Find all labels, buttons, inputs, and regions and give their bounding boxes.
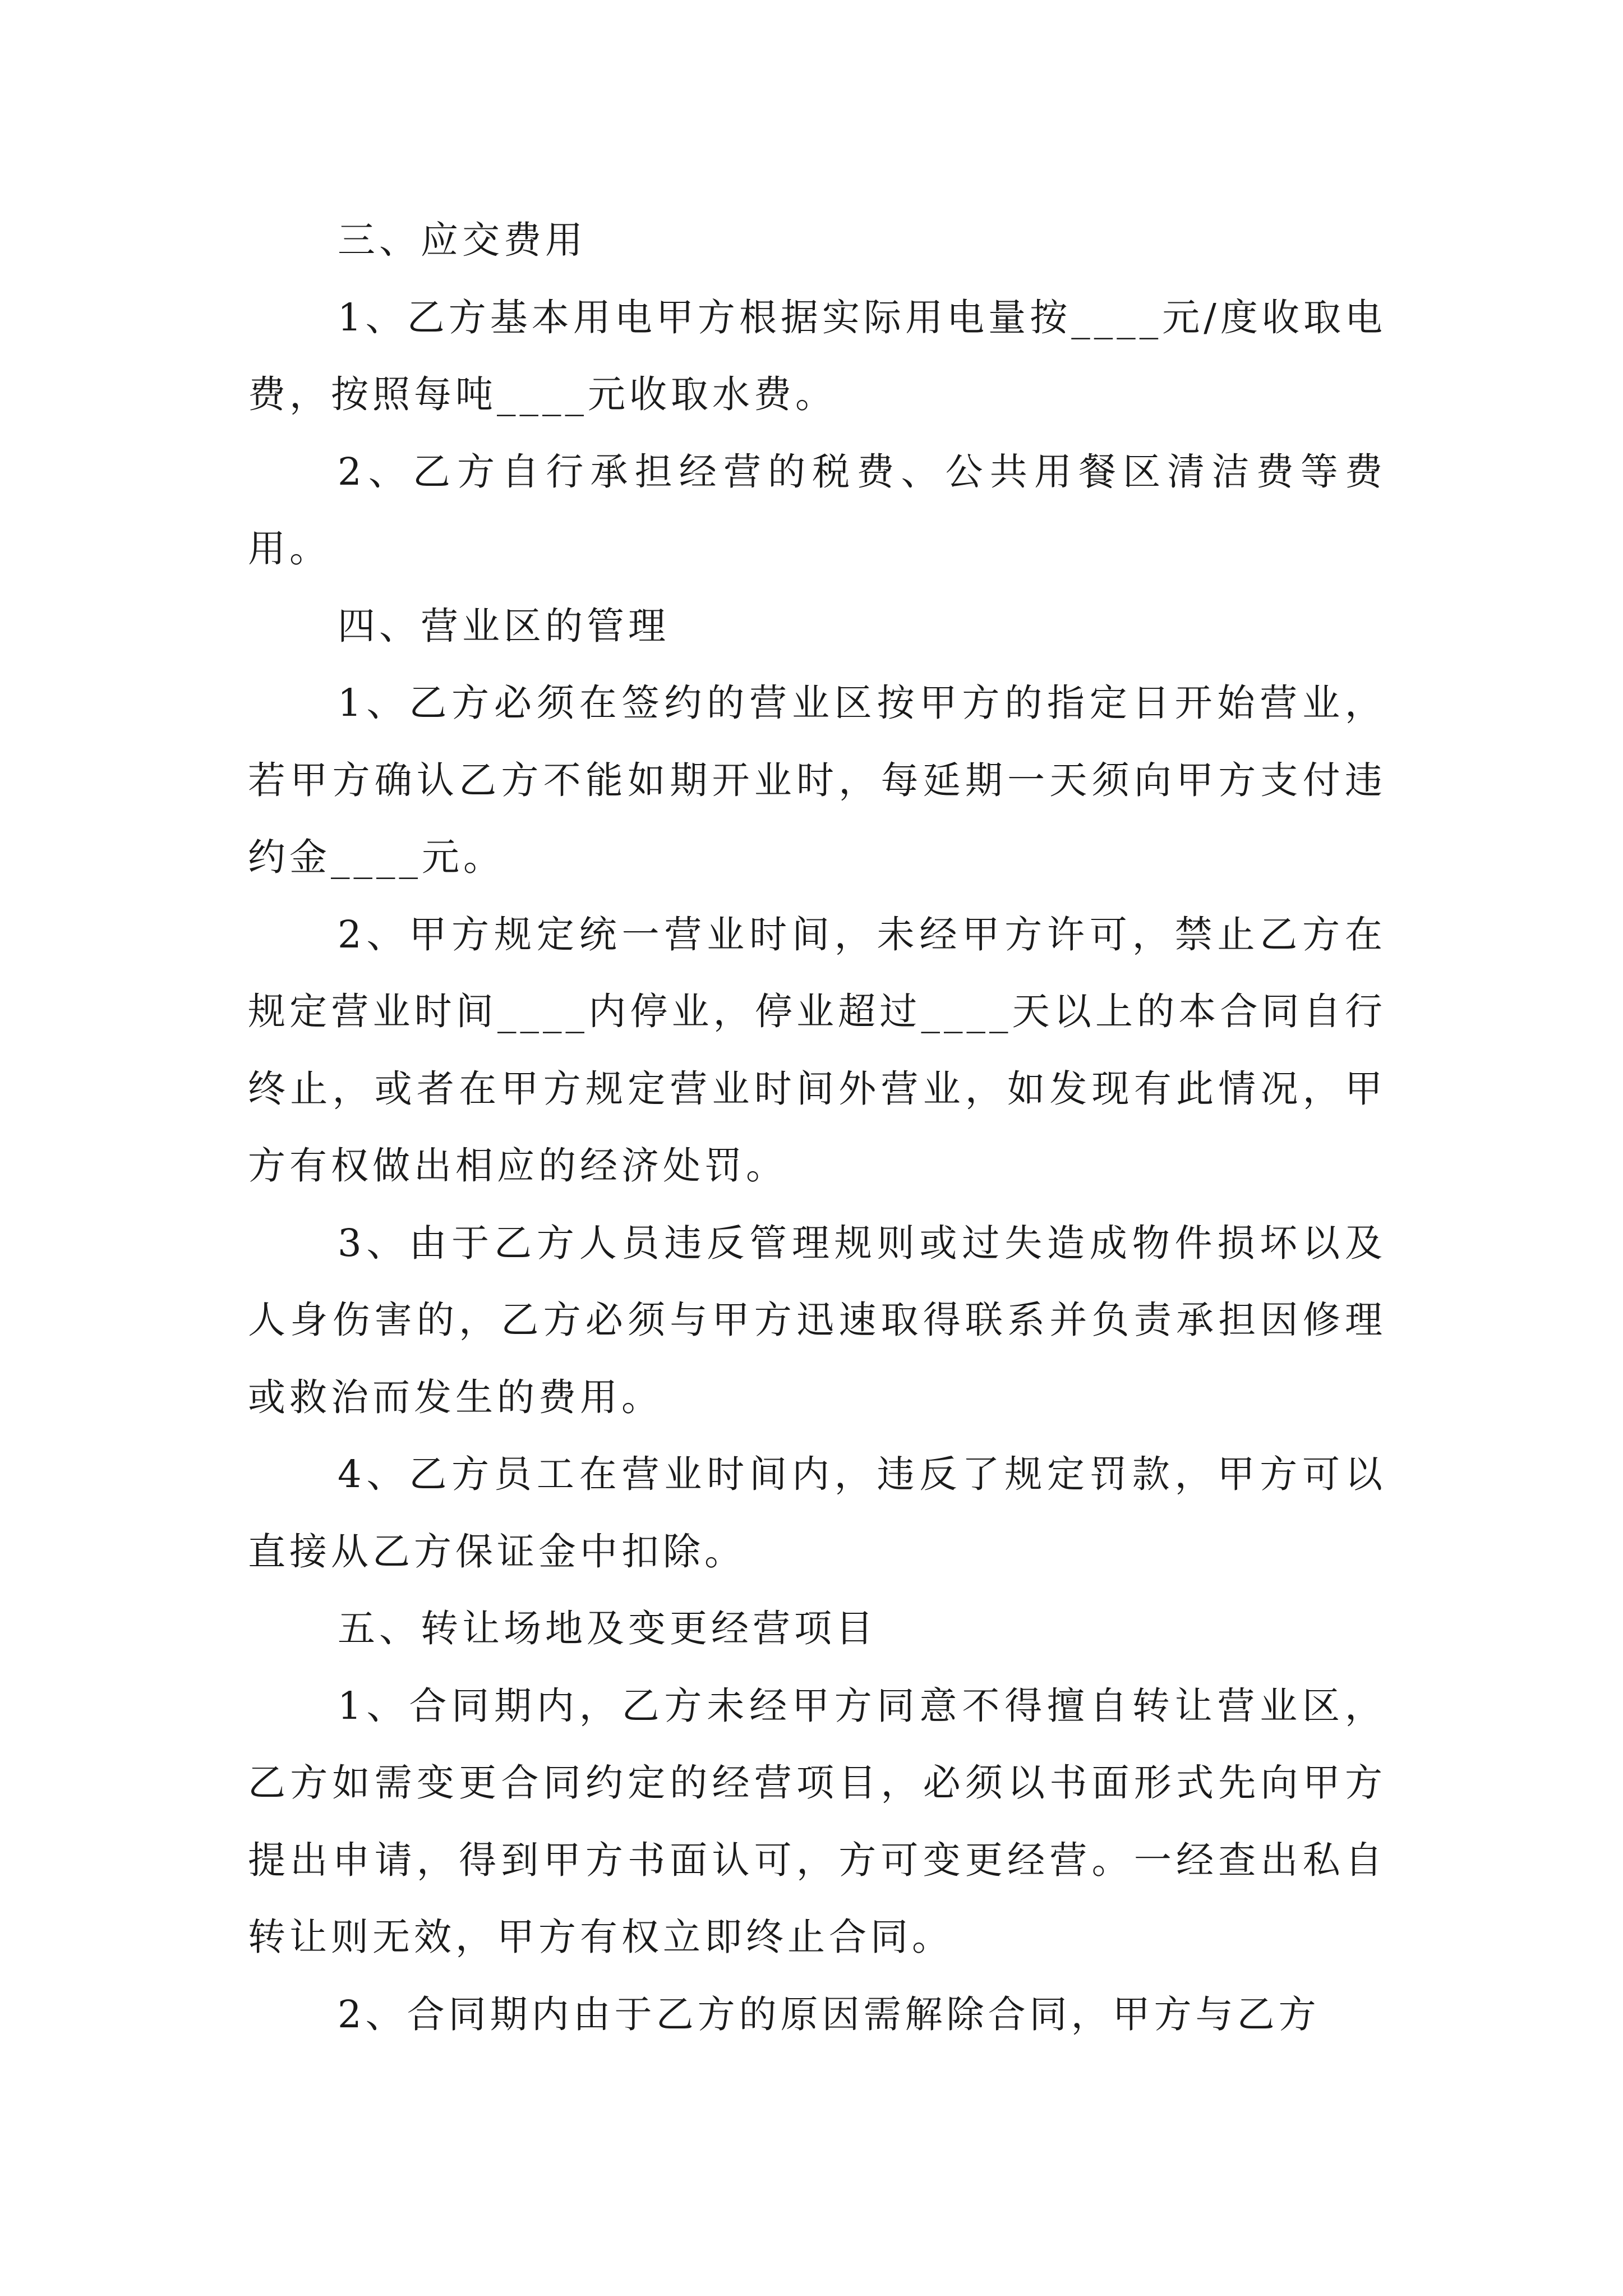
clause-management-4: 4、乙方员工在营业时间内，违反了规定罚款，甲方可以直接从乙方保证金中扣除。 [248,1452,1386,1573]
clause-transfer-2: 2、合同期内由于乙方的原因需解除合同，甲方与乙方 [338,1992,1320,2036]
clause-management-3: 3、由于乙方人员违反管理规则或过失造成物件损坏以及人身伤害的，乙方必须与甲方迅速取得联系并负责承担因修理或救治而发生的费用。 [248,1221,1386,1419]
section-heading-transfer: 五、转让场地及变更经营项目 [338,1607,877,1650]
section-heading-fees: 三、应交费用 [338,218,587,262]
clause-management-2: 2、甲方规定统一营业时间，未经甲方许可，禁止乙方在规定营业时间____内停业，停业超过____天以上的本合同自行终止，或者在甲方规定营业时间外营业，如发现有此情况，甲方有权做出相应的经济处罚。 [248,912,1386,1188]
clause-fees-1: 1、乙方基本用电甲方根据实际用电量按____元/度收取电费，按照每吨____元收取水费。 [248,295,1386,416]
clause-management-1: 1、乙方必须在签约的营业区按甲方的指定日开始营业，若甲方确认乙方不能如期开业时，每延期一天须向甲方支付违约金____元。 [248,681,1386,879]
clause-transfer-1: 1、合同期内，乙方未经甲方同意不得擅自转让营业区，乙方如需变更合同约定的经营项目，必须以书面形式先向甲方提出申请，得到甲方书面认可，方可变更经营。一经查出私自转让则无效，甲方有权立即终止合同。 [248,1683,1386,1959]
clause-fees-2: 2、乙方自行承担经营的税费、公共用餐区清洁费等费用。 [248,449,1386,570]
section-heading-management: 四、营业区的管理 [338,604,670,648]
document-body [248,202,1386,2053]
